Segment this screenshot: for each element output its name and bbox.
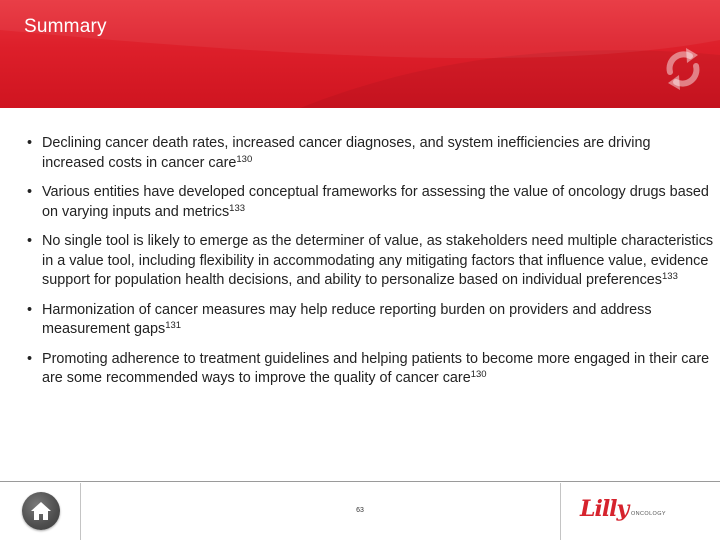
refresh-icon	[660, 40, 706, 98]
bullet-marker: •	[27, 233, 33, 249]
bullet-item	[24, 301, 714, 340]
logo-wordmark: Lilly	[580, 496, 629, 522]
bullet-list	[24, 134, 714, 399]
bullet-item	[24, 134, 714, 173]
bullet-text: Harmonization of cancer measures may help reduce reporting burden on providers and address measurement gaps	[42, 301, 652, 337]
bullet-text: No single tool is likely to emerge as the determiner of value, as stakeholders need multiple characteristics in a value tool, including flexibility in accommodating any mitigating factors that influence value, evidence support for population health decisions, and ability to personalize based on individual preferences	[42, 233, 714, 288]
home-icon	[30, 500, 52, 522]
bullet-marker: •	[27, 350, 33, 367]
bullet-marker: •	[27, 135, 33, 151]
slide-title: Summary	[24, 16, 107, 37]
company-logo	[580, 496, 675, 526]
header-banner	[0, 0, 720, 108]
bullet-text: Various entities have developed conceptual frameworks for assessing the value of oncology drugs based on varying inputs and metrics	[42, 184, 709, 220]
footer-separator-right	[560, 483, 561, 540]
header-sheen	[0, 0, 720, 108]
citation-ref: 133	[229, 202, 246, 214]
bullet-text: Declining cancer death rates, increased cancer diagnoses, and system inefficiencies are driving increased costs in cancer care	[42, 135, 651, 171]
citation-ref: 133	[662, 271, 678, 282]
bullet-marker: •	[27, 184, 33, 200]
bullet-marker: •	[27, 301, 33, 318]
bullet-item	[24, 232, 714, 291]
citation-ref: 130	[236, 153, 253, 165]
home-button[interactable]	[22, 492, 60, 530]
footer-separator-left	[80, 483, 81, 540]
bullet-text: Promoting adherence to treatment guidelines and helping patients to become more engaged in their care are some recommended ways to improve the quality of cancer care	[42, 350, 710, 386]
bullet-item	[24, 350, 714, 389]
citation-ref: 131	[165, 320, 182, 331]
bullet-item	[24, 183, 714, 222]
page-number: 63	[356, 507, 364, 514]
citation-ref: 130	[470, 369, 487, 380]
footer-divider	[0, 481, 720, 482]
logo-division: ONCOLOGY	[631, 511, 666, 517]
